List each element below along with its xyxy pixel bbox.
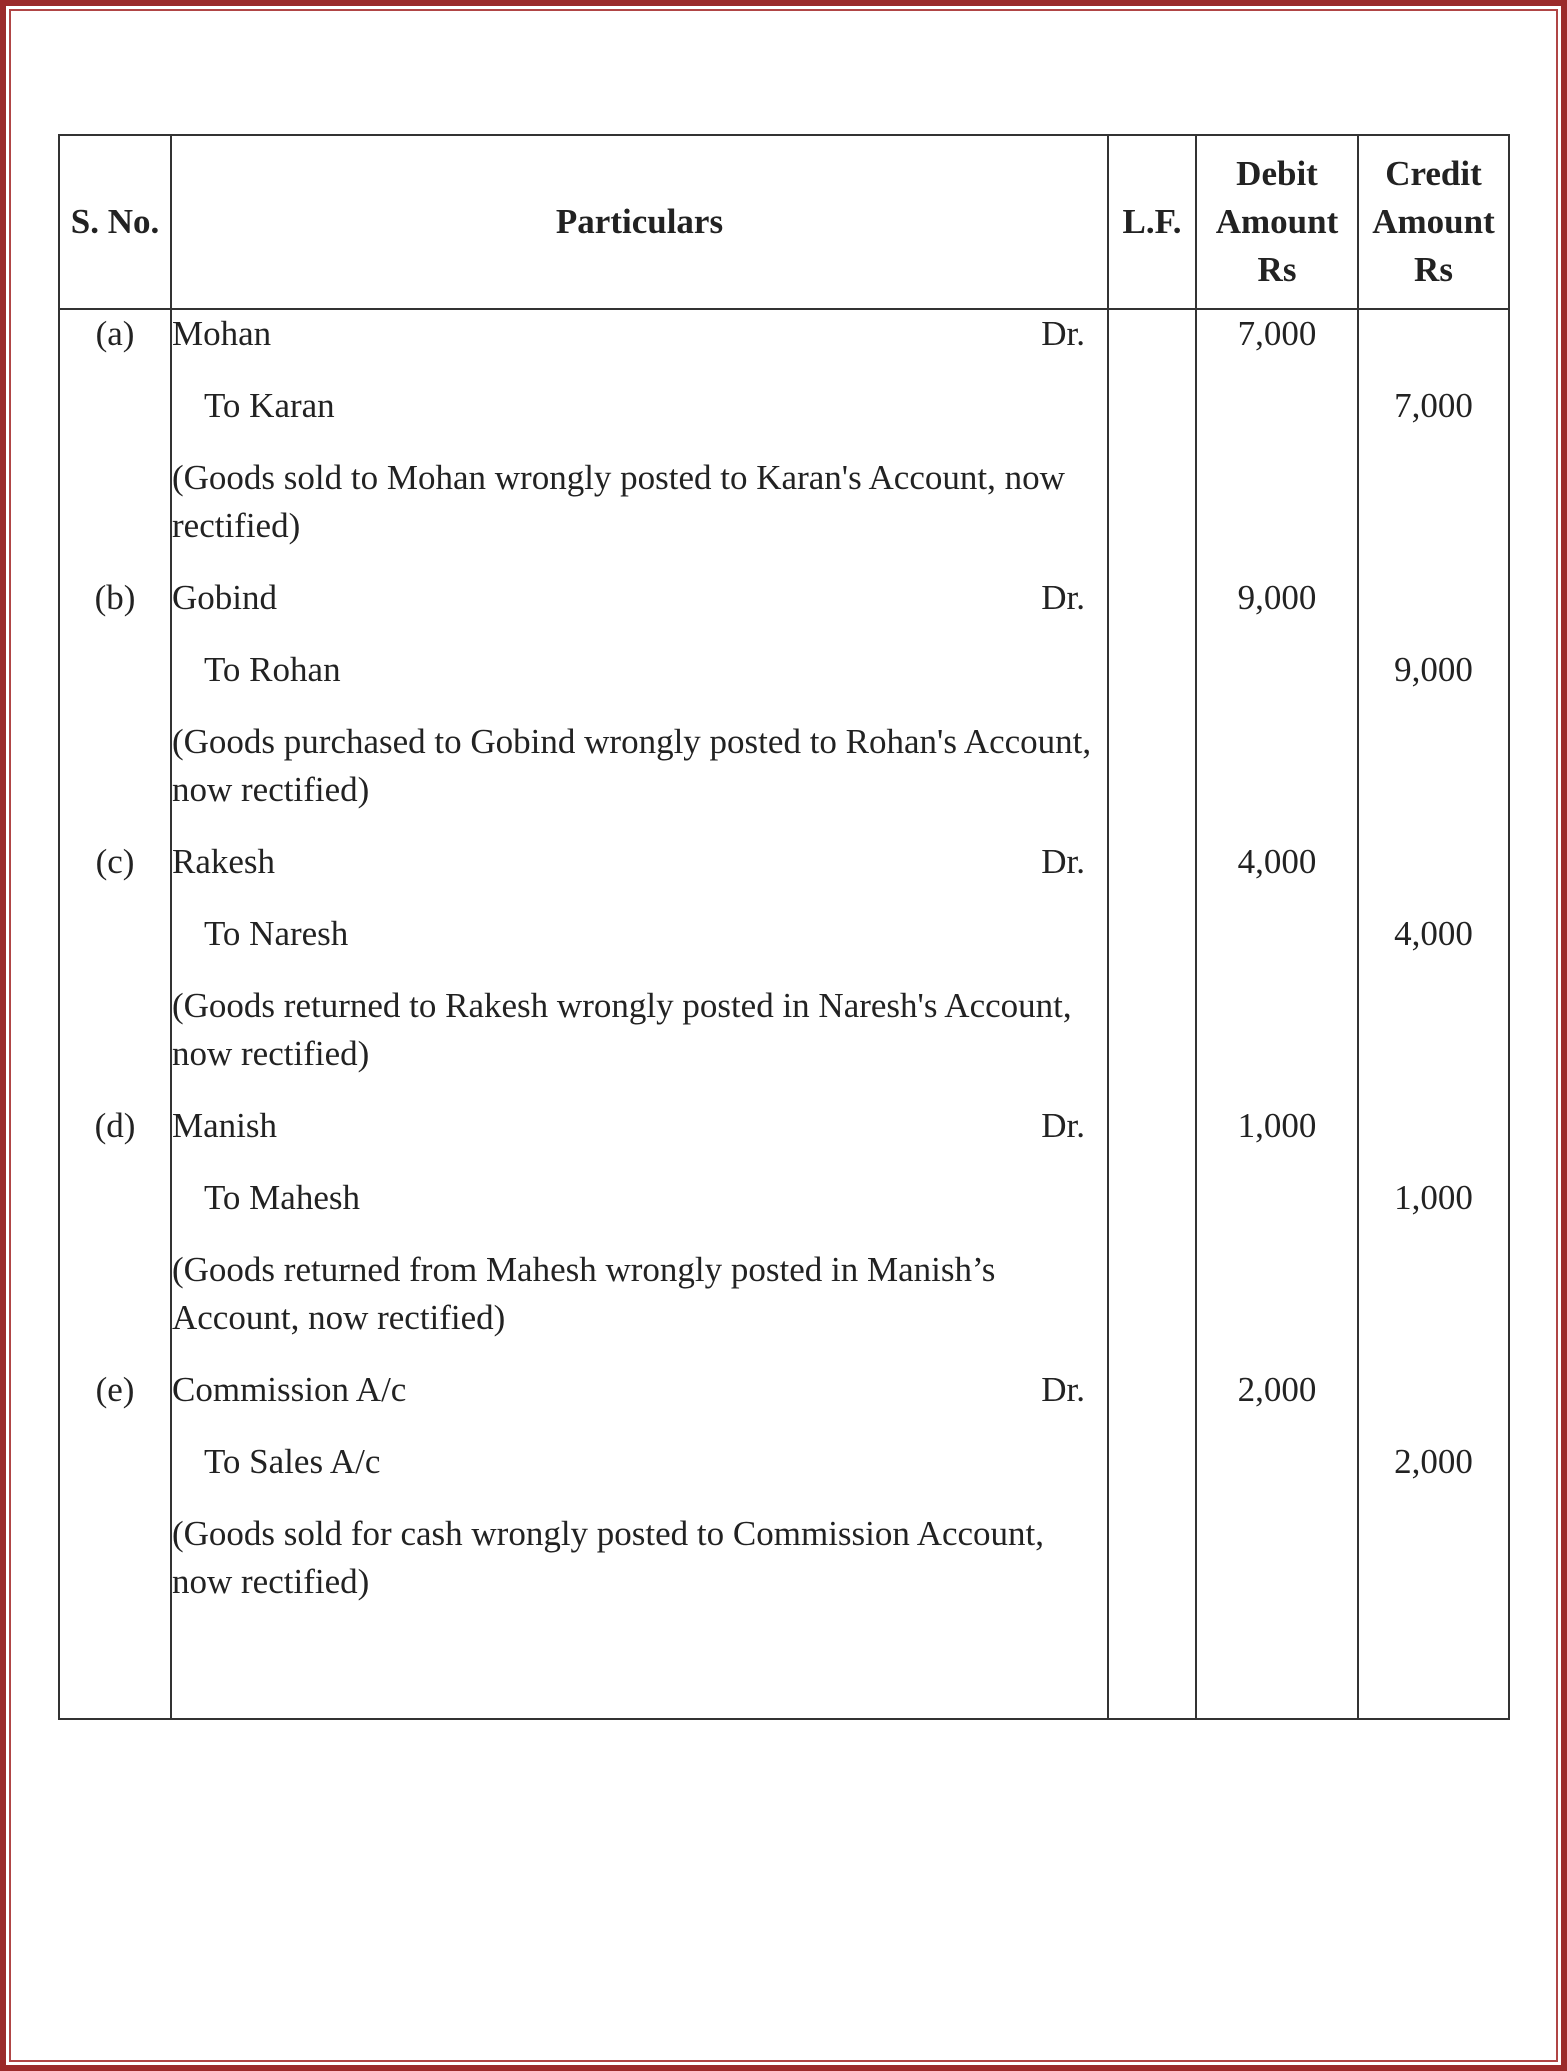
debit-amount: 4,000 <box>1237 842 1317 881</box>
debit-line <box>172 838 1107 910</box>
journal-entry <box>59 838 1509 1102</box>
entry-particulars <box>171 574 1108 838</box>
credit-amount: 9,000 <box>1394 650 1473 689</box>
header-debit-line-3: Rs <box>1257 250 1297 289</box>
entry-particulars <box>171 838 1108 1102</box>
narration: (Goods sold to Mohan wrongly posted to Karan's Account, now rectified) <box>172 458 1065 545</box>
entry-credit <box>1358 574 1509 838</box>
entry-lf <box>1108 838 1196 1102</box>
dr-label: Dr. <box>1041 314 1085 353</box>
header-debit-line-1: Debit <box>1236 154 1318 193</box>
credit-account: To Rohan <box>204 650 341 689</box>
journal-table <box>58 134 1510 1720</box>
entry-sno-label: (d) <box>94 1106 136 1145</box>
entry-particulars <box>171 1366 1108 1630</box>
entry-particulars <box>171 1102 1108 1366</box>
credit-amount: 1,000 <box>1394 1178 1473 1217</box>
credit-account: To Sales A/c <box>204 1442 381 1481</box>
debit-line <box>172 1366 1107 1438</box>
debit-account: Gobind <box>172 578 277 617</box>
credit-amount: 4,000 <box>1394 914 1473 953</box>
header-credit-line-3: Rs <box>1414 250 1453 289</box>
entry-credit <box>1358 1366 1509 1630</box>
debit-amount: 9,000 <box>1237 578 1317 617</box>
header-credit <box>1358 135 1509 309</box>
header-debit-line-2: Amount <box>1215 202 1339 241</box>
header-credit-line-2: Amount <box>1372 202 1495 241</box>
entry-sno-label: (e) <box>95 1370 135 1409</box>
entry-credit <box>1358 309 1509 574</box>
credit-account: To Mahesh <box>204 1178 360 1217</box>
credit-amount: 2,000 <box>1394 1442 1473 1481</box>
header-particulars: Particulars <box>171 135 1108 309</box>
entry-debit <box>1196 574 1358 838</box>
dr-label: Dr. <box>1041 1106 1085 1145</box>
debit-line <box>172 1102 1107 1174</box>
debit-account: Manish <box>172 1106 277 1145</box>
entry-sno <box>59 838 171 1102</box>
pad-cell <box>1358 1630 1509 1719</box>
journal-entry <box>59 309 1509 574</box>
pad-cell <box>1108 1630 1196 1719</box>
debit-line <box>172 310 1107 382</box>
entry-sno-label: (c) <box>95 842 135 881</box>
entry-debit <box>1196 838 1358 1102</box>
entry-sno <box>59 1102 171 1366</box>
entry-sno <box>59 574 171 838</box>
credit-spacer <box>1359 574 1508 646</box>
entry-debit <box>1196 1102 1358 1366</box>
entry-sno-label: (b) <box>94 578 136 617</box>
journal-entry <box>59 1366 1509 1630</box>
debit-amount: 7,000 <box>1237 314 1317 353</box>
entry-lf <box>1108 1102 1196 1366</box>
journal-entry <box>59 1102 1509 1366</box>
entry-lf <box>1108 309 1196 574</box>
entry-sno <box>59 309 171 574</box>
debit-line <box>172 574 1107 646</box>
pad-cell <box>171 1630 1108 1719</box>
credit-spacer <box>1359 838 1508 910</box>
dr-label: Dr. <box>1041 578 1085 617</box>
entry-credit <box>1358 1102 1509 1366</box>
pad-cell <box>59 1630 171 1719</box>
entry-debit <box>1196 1366 1358 1630</box>
narration: (Goods returned from Mahesh wrongly posted in Manish’s Account, now rectified) <box>172 1250 996 1337</box>
credit-account: To Naresh <box>204 914 349 953</box>
journal-entry <box>59 574 1509 838</box>
entry-sno <box>59 1366 171 1630</box>
narration: (Goods returned to Rakesh wrongly posted in Naresh's Account, now rectified) <box>172 986 1072 1073</box>
credit-spacer <box>1359 310 1508 382</box>
debit-amount: 2,000 <box>1237 1370 1317 1409</box>
credit-spacer <box>1359 1102 1508 1174</box>
debit-account: Mohan <box>172 314 272 353</box>
entry-lf <box>1108 574 1196 838</box>
header-sno: S. No. <box>59 135 171 309</box>
debit-amount: 1,000 <box>1237 1106 1317 1145</box>
entry-sno-label: (a) <box>95 314 135 353</box>
pad-cell <box>1196 1630 1358 1719</box>
credit-spacer <box>1359 1366 1508 1438</box>
narration: (Goods sold for cash wrongly posted to Commission Account, now rectified) <box>172 1514 1045 1601</box>
entry-credit <box>1358 838 1509 1102</box>
table-padding-row <box>59 1630 1509 1719</box>
header-credit-line-1: Credit <box>1385 154 1482 193</box>
credit-account: To Karan <box>204 386 335 425</box>
debit-account: Rakesh <box>172 842 276 881</box>
entry-particulars <box>171 309 1108 574</box>
header-row <box>59 135 1509 309</box>
debit-account: Commission A/c <box>172 1370 407 1409</box>
dr-label: Dr. <box>1041 842 1085 881</box>
header-debit <box>1196 135 1358 309</box>
header-lf: L.F. <box>1108 135 1196 309</box>
entry-debit <box>1196 309 1358 574</box>
narration: (Goods purchased to Gobind wrongly posted to Rohan's Account, now rectified) <box>172 722 1092 809</box>
dr-label: Dr. <box>1041 1370 1085 1409</box>
credit-amount: 7,000 <box>1394 386 1473 425</box>
entry-lf <box>1108 1366 1196 1630</box>
